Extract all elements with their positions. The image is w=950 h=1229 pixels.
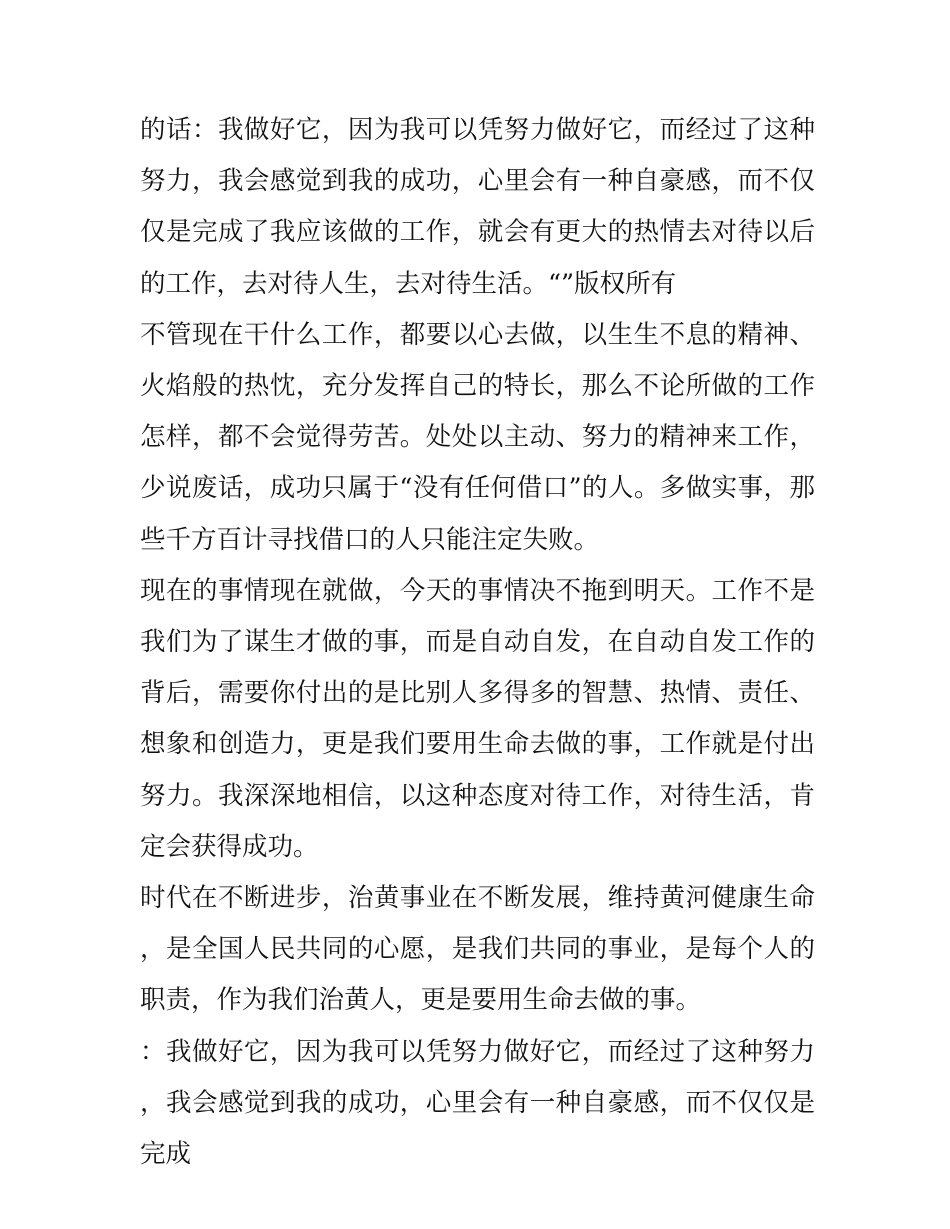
paragraph-4: 时代在不断进步，治黄事业在不断发展，维持黄河健康生命，是全国人民共同的心愿，是我们共同的事业，是每个人的职责，作为我们治黄人，更是要用生命去做的事。 <box>140 883 815 1016</box>
paragraph-2: 不管现在干什么工作，都要以心去做，以生生不息的精神、火焰般的热忱，充分发挥自己的特长，那么不论所做的工作怎样，都不会觉得劳苦。处处以主动、努力的精神来工作，少说废话，成功只属于“没有任何借口”的人。多做实事，那些千方百计寻找借口的人只能注定失败。 <box>140 319 815 555</box>
paragraph-1: 的话：我做好它，因为我可以凭努力做好它，而经过了这种努力，我会感觉到我的成功，心里会有一种自豪感，而不仅仅是完成了我应该做的工作，就会有更大的热情去对待以后的工作，去对待人生，去对待生活。“”版权所有 <box>140 115 815 299</box>
paragraph-3: 现在的事情现在就做，今天的事情决不拖到明天。工作不是我们为了谋生才做的事，而是自动自发，在自动自发工作的背后，需要你付出的是比别人多得多的智慧、热情、责任、想象和创造力，更是我们要用生命去做的事，工作就是付出努力。我深深地相信，以这种态度对待工作，对待生活，肯定会获得成功。 <box>140 575 815 862</box>
paragraph-5: ：我做好它，因为我可以凭努力做好它，而经过了这种努力，我会感觉到我的成功，心里会有一种自豪感，而不仅仅是完成 <box>140 1036 815 1170</box>
document-body <box>140 105 815 1180</box>
